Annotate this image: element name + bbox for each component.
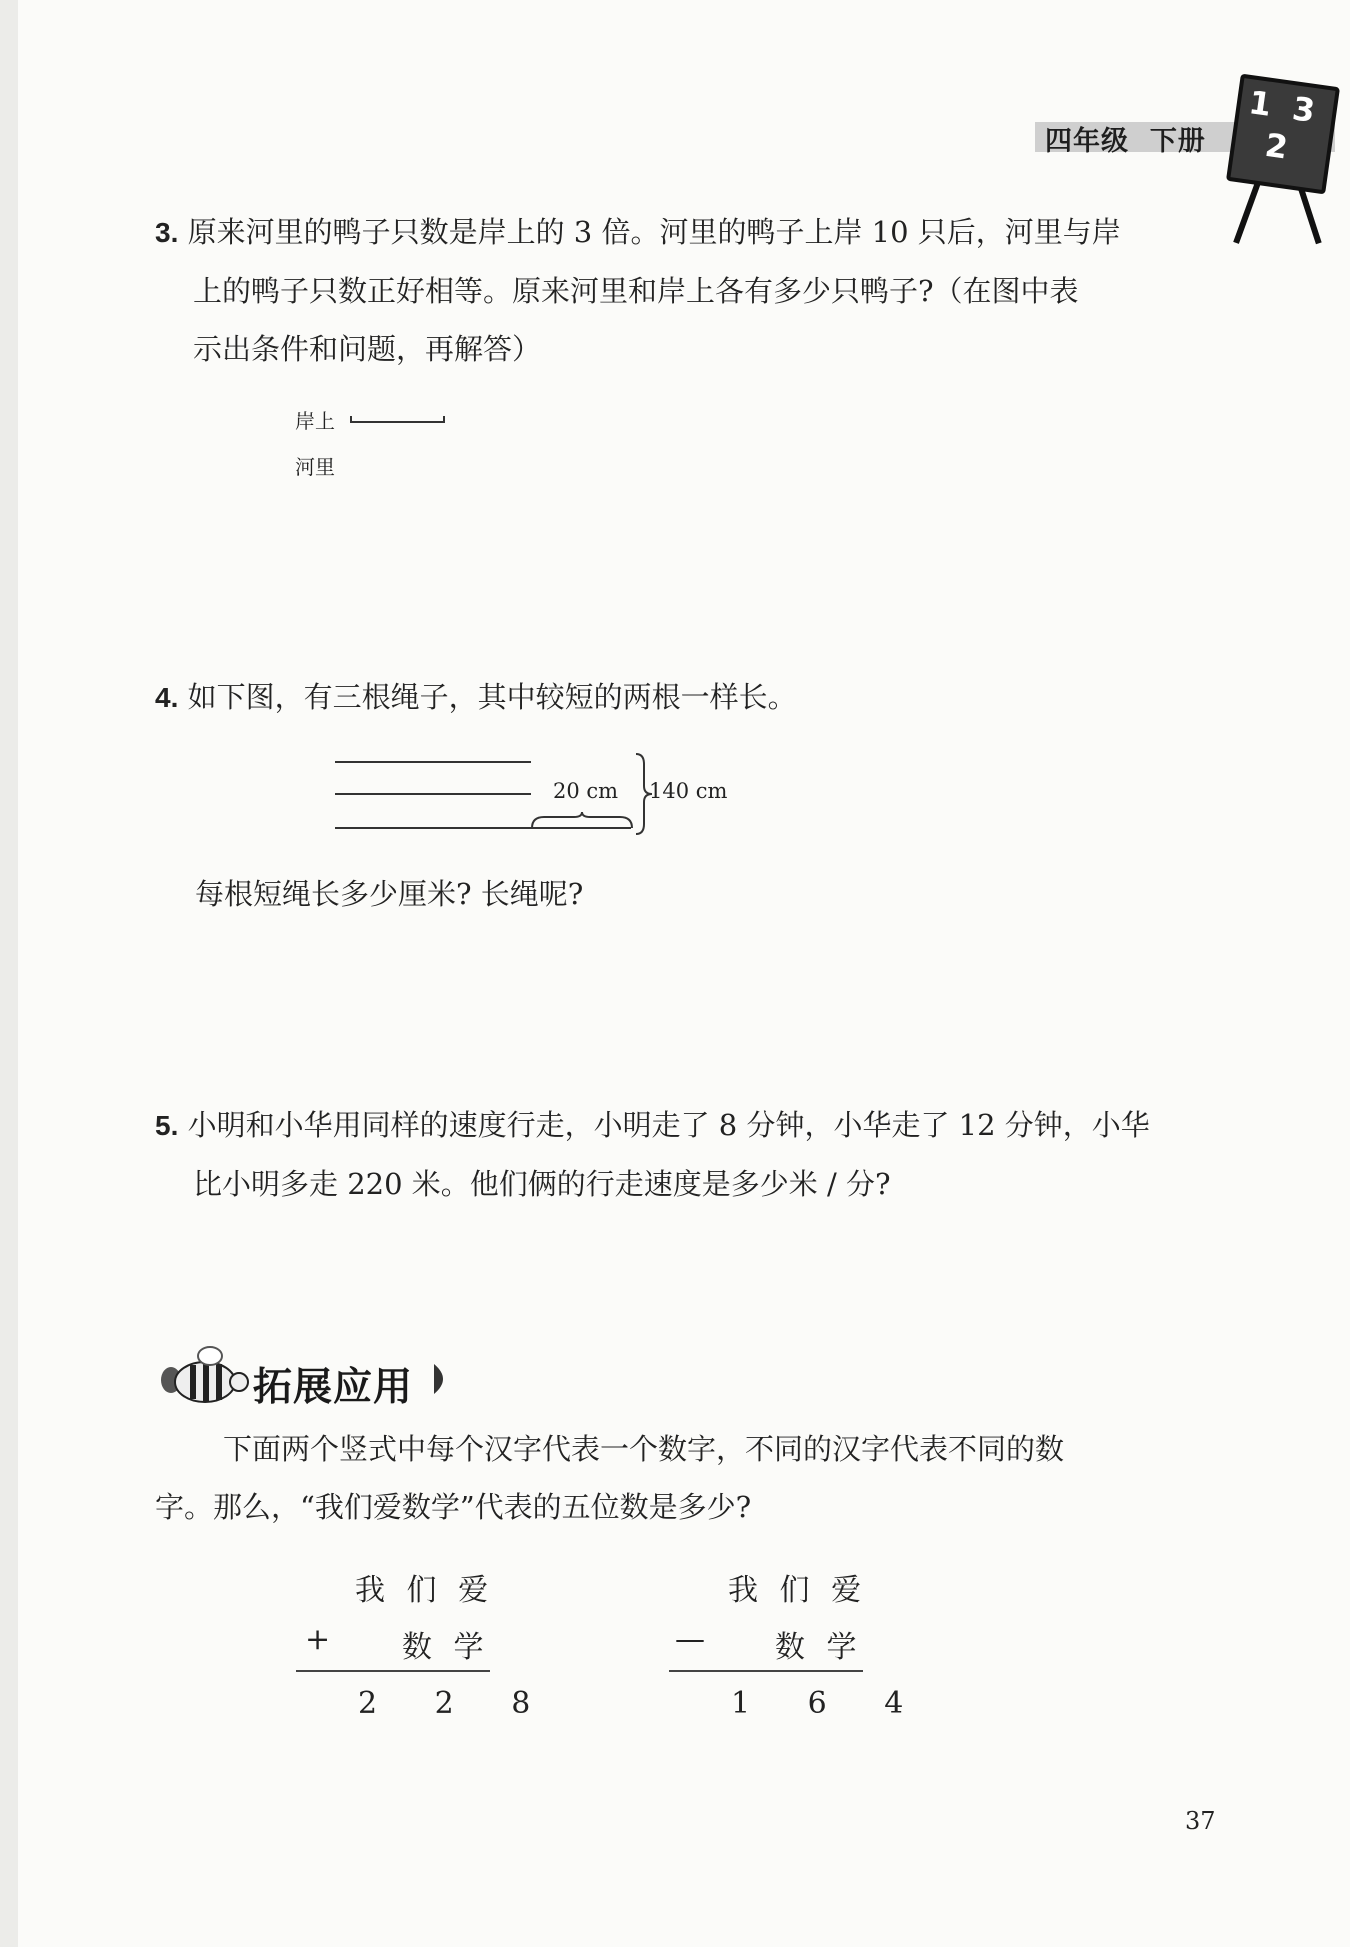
question-text: 小明和小华用同样的速度行走，小明走了 8 分钟，小华走了 12 分钟，小华 [187, 1108, 1150, 1142]
question-3 [155, 203, 1121, 378]
problem-text: 字。那么，“我们爱数学”代表的五位数是多少? [155, 1490, 752, 1524]
bee-icon [155, 1340, 255, 1410]
board-digit: 3 [1290, 89, 1318, 131]
calc-rule [669, 1670, 863, 1672]
page-edge [0, 0, 18, 1947]
short-rope [335, 761, 531, 763]
board-leg [1233, 176, 1263, 244]
question-text: 上的鸭子只数正好相等。原来河里和岸上各有多少只鸭子?（在图中表 [193, 274, 1079, 308]
extension-problem [155, 1420, 1064, 1536]
chalkboard-icon [1225, 80, 1335, 240]
difference-brace [530, 812, 634, 830]
shore-segment [350, 421, 445, 423]
minus-sign: — [675, 1622, 705, 1657]
question-text: 示出条件和问题，再解答） [193, 332, 542, 366]
calc-bottom-row: 数 学 [402, 1630, 490, 1665]
segment-tick [443, 416, 445, 423]
board-digit: 1 [1246, 83, 1274, 124]
page-number: 37 [1185, 1807, 1216, 1835]
calc-result: 2 2 8 [358, 1686, 555, 1721]
calc-top-row: 我 们 爱 [728, 1573, 868, 1608]
question-4 [155, 668, 797, 727]
difference-label: 20 cm [553, 779, 619, 803]
segment-tick [350, 416, 352, 423]
calc-top-row: 我 们 爱 [355, 1573, 495, 1608]
calc-bottom-row: 数 学 [775, 1630, 863, 1665]
question-text: 比小明多走 220 米。他们俩的行走速度是多少米 / 分? [193, 1167, 891, 1201]
problem-text: 下面两个竖式中每个汉字代表一个数字，不同的汉字代表不同的数 [223, 1432, 1065, 1466]
title-end-cap [432, 1362, 454, 1396]
label-river: 河里 [295, 455, 335, 479]
plus-sign: + [305, 1622, 331, 1657]
question-number: 3. [155, 217, 179, 248]
total-label: 140 cm [649, 779, 728, 803]
section-title: 拓展应用 [253, 1365, 414, 1410]
question-text: 每根短绳长多少厘米? 长绳呢? [195, 877, 584, 911]
question-5 [155, 1096, 1150, 1213]
calc-rule [296, 1670, 490, 1672]
question-text: 原来河里的鸭子只数是岸上的 3 倍。河里的鸭子上岸 10 只后，河里与岸 [187, 215, 1121, 249]
board-digit: 2 [1262, 125, 1291, 167]
question-number: 4. [155, 682, 179, 713]
short-rope [335, 793, 531, 795]
label-shore: 岸上 [295, 409, 335, 433]
question-text: 如下图，有三根绳子，其中较短的两根一样长。 [187, 680, 797, 714]
grade-label: 四年级 下册 [1045, 126, 1206, 157]
calc-result: 1 6 4 [731, 1686, 928, 1721]
question-number: 5. [155, 1110, 179, 1141]
board-face [1226, 74, 1340, 195]
